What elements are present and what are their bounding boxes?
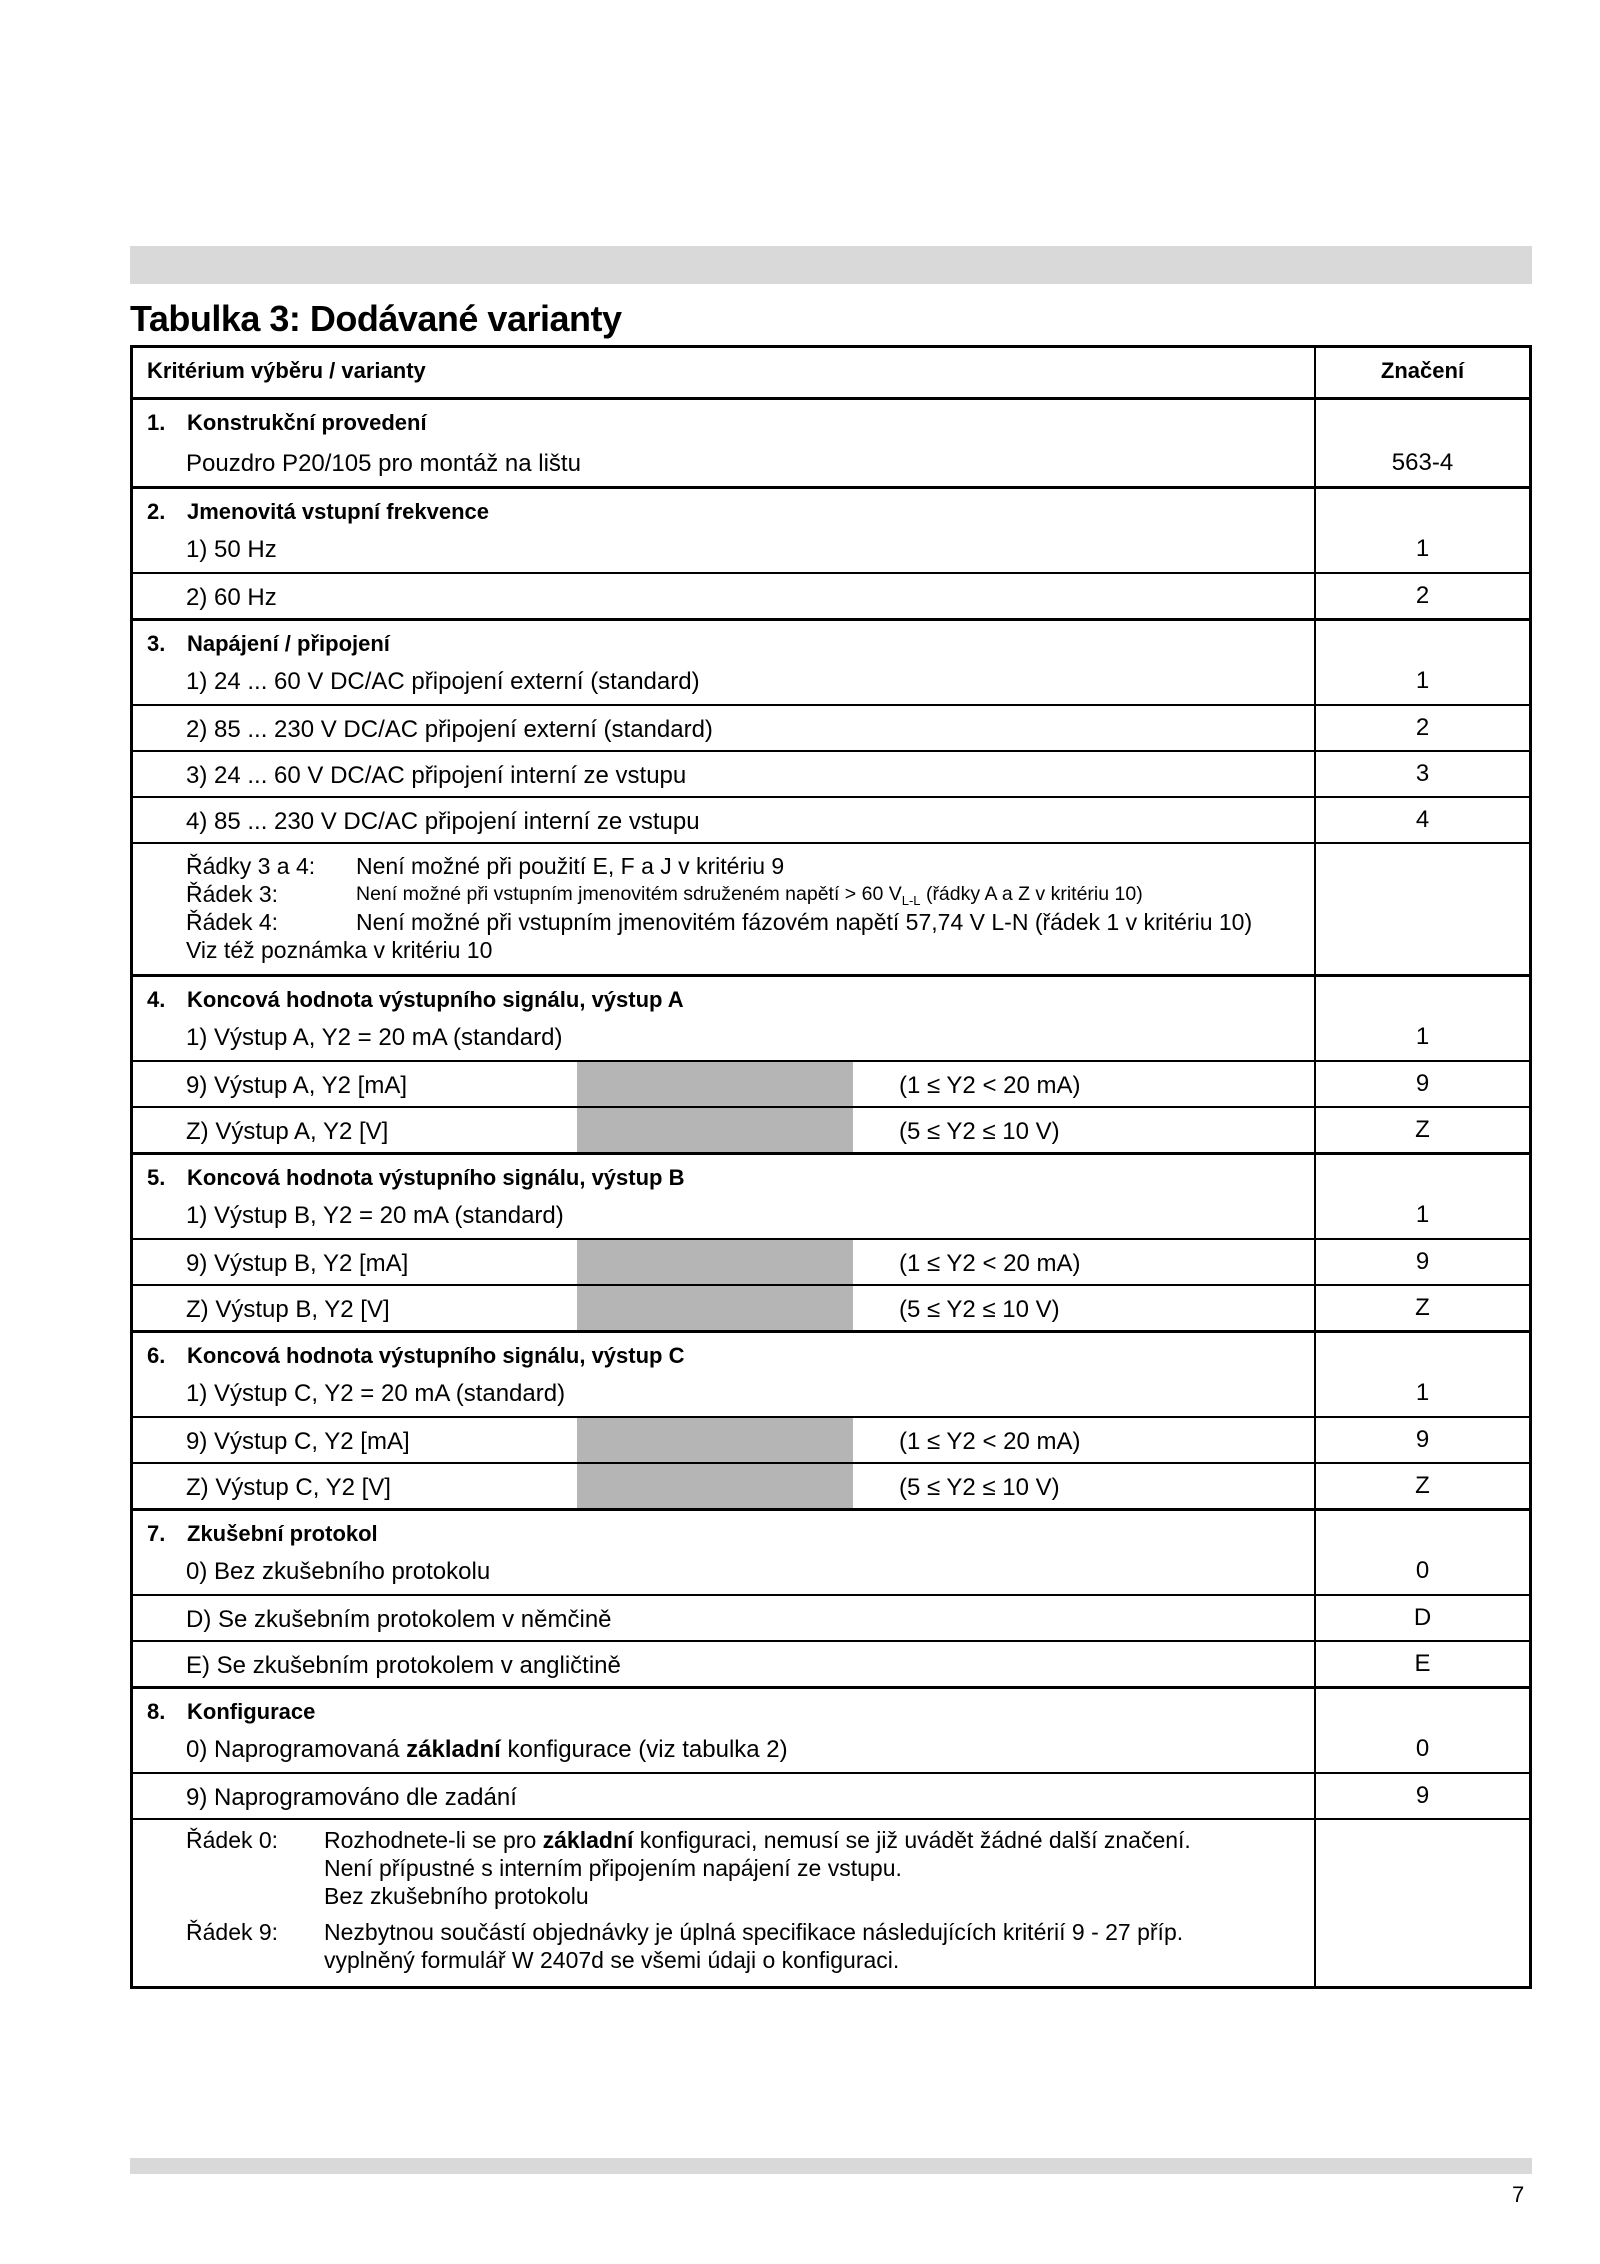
table-row: Z) Výstup B, Y2 [V] (5 ≤ Y2 ≤ 10 V) Z xyxy=(133,1284,1529,1330)
section-4-title: 4. Koncová hodnota výstupního signálu, výstup A xyxy=(133,974,1529,1014)
table-row: 3) 24 ... 60 V DC/AC připojení interní ze vstupu 3 xyxy=(133,750,1529,796)
table-row: E) Se zkušebním protokolem v angličtině E xyxy=(133,1640,1529,1686)
table-row: 9) Výstup A, Y2 [mA] (1 ≤ Y2 < 20 mA) 9 xyxy=(133,1060,1529,1106)
table-row: 1) Výstup A, Y2 = 20 mA (standard) 1 xyxy=(133,1014,1529,1060)
section-3-notes: Řádky 3 a 4: Není možné při použití E, F a J v kritériu 9 Řádek 3: Není možné při vstupním jmenovitém sdruženém napětí > 60 $V_{L-L}$ (řádky A a Z v kritériu 10) Řádek 4: Není možné při vstupním jmenovitém fázovém napětí 57,74 V L-N (řádek 1 v kritériu 10) Viz též poznámka v kritériu 10 xyxy=(133,842,1529,974)
section-7-title: 7. Zkušební protokol xyxy=(133,1508,1529,1548)
header-criteria: Kritérium výběru / varianty xyxy=(147,358,426,383)
table-row: Z) Výstup A, Y2 [V] (5 ≤ Y2 ≤ 10 V) Z xyxy=(133,1106,1529,1152)
section-2-title: 2. Jmenovitá vstupní frekvence xyxy=(133,486,1529,526)
top-gray-bar xyxy=(130,246,1532,284)
table-row: 2) 85 ... 230 V DC/AC připojení externí (standard) 2 xyxy=(133,704,1529,750)
bottom-gray-bar xyxy=(130,2158,1532,2174)
section-8-title: 8. Konfigurace xyxy=(133,1686,1529,1726)
gray-input-box xyxy=(577,1418,853,1462)
section-5-title: 5. Koncová hodnota výstupního signálu, výstup B xyxy=(133,1152,1529,1192)
table-row: 9) Výstup B, Y2 [mA] (1 ≤ Y2 < 20 mA) 9 xyxy=(133,1238,1529,1284)
table-row: 0) Naprogramovaná základní konfigurace (viz tabulka 2) 0 xyxy=(133,1726,1529,1772)
table-header xyxy=(133,348,1529,400)
section-8-notes: Řádek 0: Rozhodnete-li se pro základní konfiguraci, nemusí se již uvádět žádné další značení. Není přípustné s interním připojením napájení ze vstupu. Bez zkušebního protokolu Řádek 9: Nezbytnou součástí objednávky je úplná specifikace následujících kritérií 9 - 27 příp. vyplněný formulář W 2407d se všemi údaji o konfiguraci. xyxy=(133,1818,1529,1986)
page-title: Tabulka 3: Dodávané varianty xyxy=(130,298,622,339)
header-code: Značení xyxy=(1314,348,1529,397)
gray-input-box xyxy=(577,1062,853,1106)
page-number: 7 xyxy=(1512,2182,1525,2207)
gray-input-box xyxy=(577,1286,853,1330)
section-6-title: 6. Koncová hodnota výstupního signálu, výstup C xyxy=(133,1330,1529,1370)
table-row: 1) Výstup B, Y2 = 20 mA (standard) 1 xyxy=(133,1192,1529,1238)
table-row: 1) Výstup C, Y2 = 20 mA (standard) 1 xyxy=(133,1370,1529,1416)
table-row: 1) 24 ... 60 V DC/AC připojení externí (standard) 1 xyxy=(133,658,1529,704)
section-1-title: 1. Konstrukční provedení xyxy=(133,400,1529,440)
gray-input-box xyxy=(577,1240,853,1284)
section-3-title: 3. Napájení / připojení xyxy=(133,618,1529,658)
variants-table xyxy=(130,345,1532,1989)
table-row: 9) Naprogramováno dle zadání 9 xyxy=(133,1772,1529,1818)
table-row: 9) Výstup C, Y2 [mA] (1 ≤ Y2 < 20 mA) 9 xyxy=(133,1416,1529,1462)
gray-input-box xyxy=(577,1464,853,1508)
table-row: 4) 85 ... 230 V DC/AC připojení interní ze vstupu 4 xyxy=(133,796,1529,842)
table-row: 2) 60 Hz 2 xyxy=(133,572,1529,618)
table-row: 1) 50 Hz 1 xyxy=(133,526,1529,572)
table-row: 0) Bez zkušebního protokolu 0 xyxy=(133,1548,1529,1594)
table-row: Z) Výstup C, Y2 [V] (5 ≤ Y2 ≤ 10 V) Z xyxy=(133,1462,1529,1508)
gray-input-box xyxy=(577,1108,853,1152)
table-row: D) Se zkušebním protokolem v němčině D xyxy=(133,1594,1529,1640)
table-row: Pouzdro P20/105 pro montáž na lištu 563-4 xyxy=(133,440,1529,486)
